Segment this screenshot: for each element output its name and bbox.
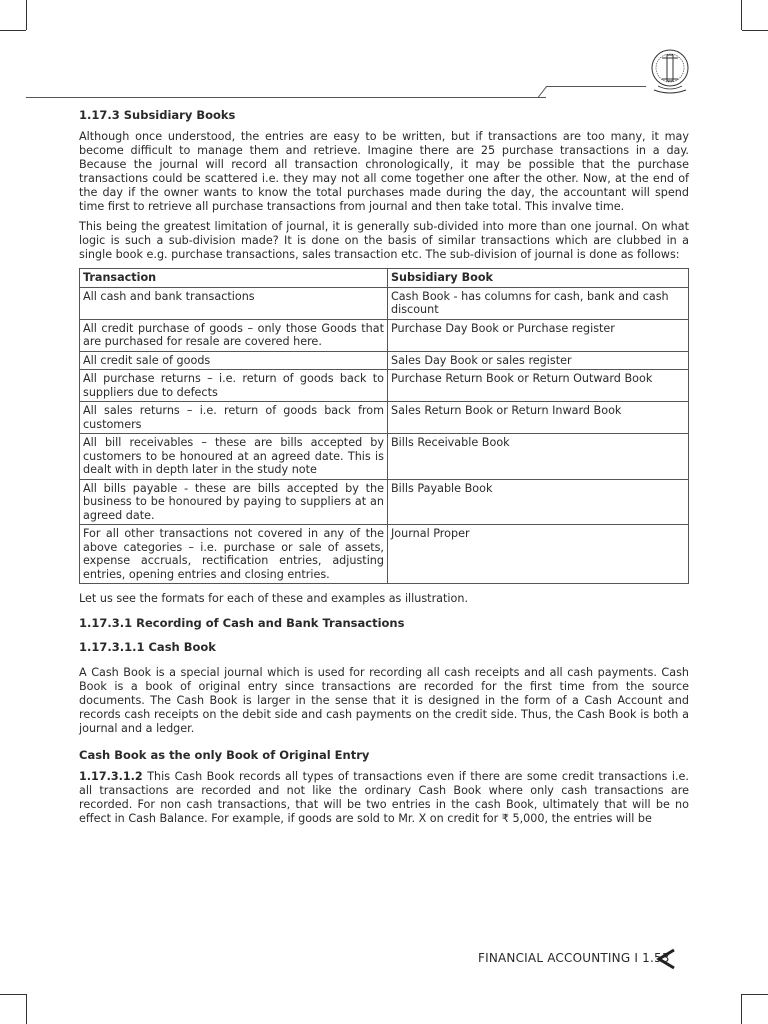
table-row <box>80 434 689 480</box>
table-cell: Sales Day Book or sales register <box>388 351 689 370</box>
paragraph-limitation: This being the greatest limitation of journal, it is generally sub-divided into more than one journal. On what logic is such a sub-division made? It is done on the basis of similar transactions which are clubbed in a single book e.g. purchase transactions, sales transaction etc. The sub-division of journal is done as follows: <box>79 220 689 261</box>
table-cell: All bill receivables – these are bills accepted by customers to be honoured at an agreed date. This is dealt with in depth later in the study note <box>80 434 388 480</box>
table-cell: All credit purchase of goods – only those Goods that are purchased for resale are covered here. <box>80 319 388 351</box>
crop-mark-tr-v <box>741 0 742 30</box>
cash-book-only-heading: Cash Book as the only Book of Original Entry <box>79 748 370 762</box>
table-cell: All purchase returns – i.e. return of goods back to suppliers due to defects <box>80 370 388 402</box>
institute-seal-logo <box>648 46 692 96</box>
table-row <box>80 479 689 525</box>
table-row <box>80 402 689 434</box>
column-header-transaction: Transaction <box>80 269 388 288</box>
subsidiary-books-table <box>79 268 689 584</box>
section-heading: 1.17.3 Subsidiary Books <box>79 108 236 122</box>
table-cell: Sales Return Book or Return Inward Book <box>388 402 689 434</box>
column-header-subsidiary-book: Subsidiary Book <box>388 269 689 288</box>
table-cell: All credit sale of goods <box>80 351 388 370</box>
table-cell: Cash Book - has columns for cash, bank and cash discount <box>388 287 689 319</box>
chevron-left-icon <box>656 948 676 970</box>
table-cell: Purchase Return Book or Return Outward Book <box>388 370 689 402</box>
table-row <box>80 525 689 584</box>
crop-mark-bl-h <box>0 994 26 995</box>
paragraph-intro: Although once understood, the entries are easy to be written, but if transactions are too many, it may become difficult to manage them and retrieve. Imagine there are 25 purchase transactions in a day. Because the journal will record all transaction chronologically, it may be possible that the purchase transactions could be scattered i.e. they may not all come together one after the other. Now, at the end of the day if the owner wants to know the total purchases made during the day, the accountant will spend time first to retrieve all purchase transactions from journal and then take total. This invalve time. <box>79 130 689 213</box>
table-cell: Bills Payable Book <box>388 479 689 525</box>
crop-mark-br-h <box>742 994 768 995</box>
table-row <box>80 351 689 370</box>
table-row <box>80 319 689 351</box>
table-cell: Bills Receivable Book <box>388 434 689 480</box>
subsection-heading: 1.17.3.1 Recording of Cash and Bank Transactions <box>79 616 405 630</box>
table-cell: For all other transactions not covered in any of the above categories – i.e. purchase or sale of assets, expense accruals, rectification entries, adjusting entries, opening entries and closing entries. <box>80 525 388 584</box>
paragraph-text: This Cash Book records all types of transactions even if there are some credit transactions i.e. all transactions are recorded and not like the ordinary Cash Book where only cash transactions are recorded. For non cash transactions, that will be two entries in the cash Book, ultimately that will be no effect in Cash Balance. For example, if goods are sold to Mr. X on credit for ₹ 5,000, the entries will be <box>79 770 689 825</box>
table-row <box>80 287 689 319</box>
paragraph-cash-book-only <box>79 770 689 826</box>
table-row <box>80 370 689 402</box>
crop-mark-tr-h <box>742 30 768 31</box>
crop-mark-br-v <box>741 994 742 1024</box>
header-rule <box>26 97 546 98</box>
table-cell: Purchase Day Book or Purchase register <box>388 319 689 351</box>
paragraph-cash-book: A Cash Book is a special journal which is used for recording all cash receipts and all cash payments. Cash Book is a book of original entry since transactions are recorded for the first time from the source documents. The Cash Book is larger in the sense that it is designed in the form of a Cash Account and records cash receipts on the debit side and cash payments on the credit side. Thus, the Cash Book is both a journal and a ledger. <box>79 666 689 735</box>
table-cell: All bills payable - these are bills accepted by the business to be honoured by paying to suppliers at an agreed date. <box>80 479 388 525</box>
page-content <box>79 108 689 832</box>
table-cell: All cash and bank transactions <box>80 287 388 319</box>
crop-mark-tl-h <box>0 30 26 31</box>
paragraph-number: 1.17.3.1.2 <box>79 770 143 783</box>
page-footer: FINANCIAL ACCOUNTING I 1.53 <box>478 951 670 965</box>
header-rule-upper <box>546 86 646 87</box>
crop-mark-bl-v <box>26 994 27 1024</box>
table-header-row <box>80 269 689 288</box>
subsubsection-heading: 1.17.3.1.1 Cash Book <box>79 640 216 654</box>
crop-mark-tl-v <box>26 0 27 30</box>
table-cell: Journal Proper <box>388 525 689 584</box>
table-cell: All sales returns – i.e. return of goods back from customers <box>80 402 388 434</box>
paragraph-formats: Let us see the formats for each of these and examples as illustration. <box>79 592 469 605</box>
